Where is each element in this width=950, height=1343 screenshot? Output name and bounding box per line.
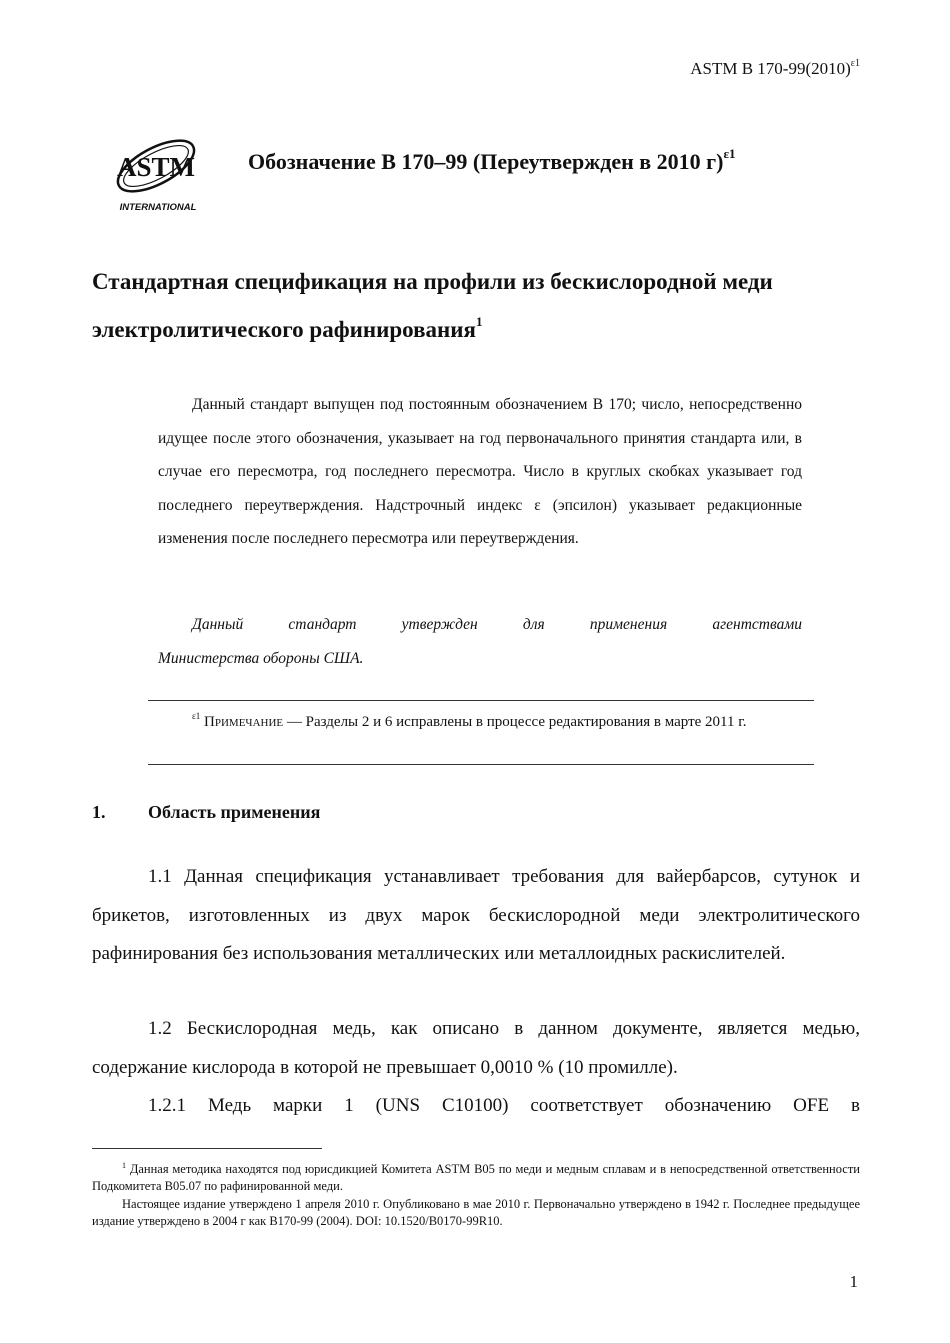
document-code-text: ASTM B 170-99(2010) — [690, 59, 851, 78]
logo-letters: ASTM — [116, 152, 196, 182]
designation-notice: Данный стандарт выпущен под постоянным обозначением B 170; число, непосредственно идущее после этого обозначения, указывает на год первоначального принятия стандарта или, в случае его пересмотра, год последнего пересмотра. Число в круглых скобках указывает год последнего переутверждения. Надстрочный индекс ε (эпсилон) указывает редакционные изменения после последнего пересмотра или переутверждения. — [158, 396, 802, 547]
editorial-note-label: Примечание — [204, 714, 284, 730]
standard-designation — [248, 146, 736, 175]
title-footnote-ref: 1 — [475, 314, 483, 329]
footnote-separator — [92, 1148, 322, 1149]
document-title — [92, 262, 872, 350]
editorial-note — [158, 700, 802, 738]
section-title: Область применения — [148, 802, 321, 822]
paragraph-1-1: 1.1 Данная спецификация устанавливает требования для вайербарсов, сутунок и брикетов, изготовленных из двух марок бескислородной меди электролитического рафинирования без использования металлических или металлоидных раскислителей. — [92, 866, 860, 964]
editorial-note-sup: ε1 — [192, 711, 201, 721]
footnote-1 — [92, 1158, 860, 1194]
footnote-1-text: Данная методика находятся под юрисдикцией Комитета ASTM B05 по меди и медным сплавам и в непосредственной ответственности Подкомитета B05.07 по рафинированной меди. — [92, 1162, 860, 1193]
editorial-note-text: — Разделы 2 и 6 исправлены в процессе редактирования в марте 2011 г. — [283, 714, 747, 730]
dod-notice-line1: Данный стандарт утвержден для применения агентствами — [192, 616, 802, 633]
paragraph-1-2-1: 1.2.1 Медь марки 1 (UNS C10100) соответствует обозначению OFE в — [148, 1095, 860, 1116]
footnote-1-marker: 1 — [122, 1161, 126, 1170]
section-number: 1. — [92, 802, 106, 822]
note-bottom-rule — [148, 764, 814, 765]
page-number: 1 — [849, 1272, 858, 1291]
paragraph-1-2: 1.2 Бескислородная медь, как описано в данном документе, является медью, содержание кислорода в которой не превышает 0,0010 % (10 промилле). — [92, 1018, 860, 1078]
document-code-sup: ε1 — [850, 58, 860, 69]
logo-caption: INTERNATIONAL — [119, 202, 197, 213]
astm-logo — [112, 130, 204, 214]
dod-notice-line2: Министерства обороны США. — [158, 650, 364, 667]
designation-text: Обозначение B 170–99 (Переутвержден в 2010 г) — [248, 149, 724, 174]
footnote-2: Настоящее издание утверждено 1 апреля 2010 г. Опубликовано в мае 2010 г. Первоначально утверждено в 1942 г. Последнее предыдущее издание утверждено в 2004 г как B170-99 (2004). DOI: 10.1520/B0170-99R10. — [92, 1197, 860, 1228]
designation-sup: ε1 — [723, 146, 736, 161]
title-text: Стандартная спецификация на профили из бескислородной меди электролитического рафинирования — [92, 269, 773, 342]
document-code — [690, 58, 860, 79]
